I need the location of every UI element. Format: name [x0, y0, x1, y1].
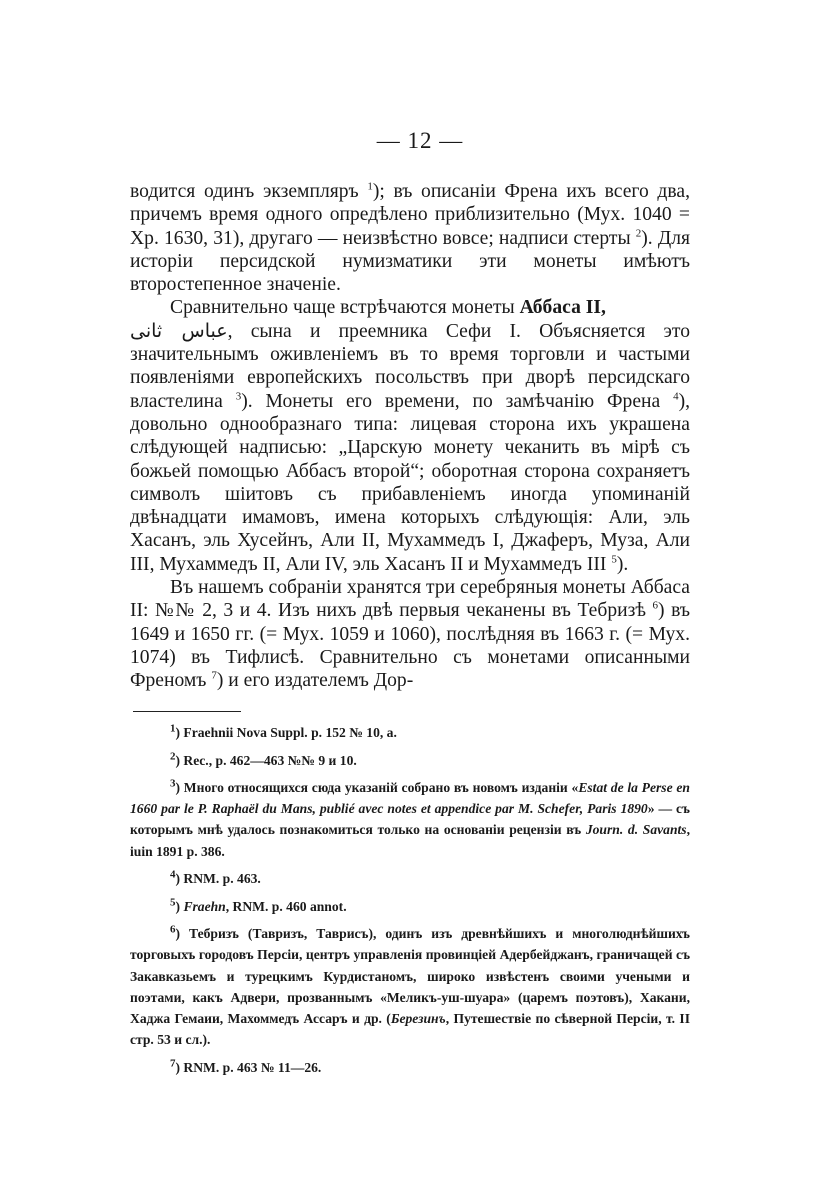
- footnote-ref: 1: [367, 180, 373, 193]
- paragraph-3: Въ нашемъ собраніи хранятся три серебряныя монеты Аббаса II: №№ 2, 3 и 4. Изъ нихъ двѣ первыя чеканены въ Тебризѣ $^6$) въ 1649 и 1650 гг. (= Мух. 1059 и 1060), послѣдняя въ 1663 г. (= Мух. 1074) въ Тифлисѣ. Сравнительно съ монетами описанными Френомъ $^7$) и его издателемъ Дор-: [130, 577, 690, 692]
- footnote-5: $^5$) Fraehn, RNM. p. 460 annot.: [170, 896, 347, 914]
- footnote-ref: 4: [673, 390, 679, 403]
- ruler-name: Аббаса II,: [519, 297, 606, 319]
- footnote-ref: 7: [211, 669, 217, 682]
- paragraph-2: Сравнительно чаще встрѣчаются монеты Аббаса II, عباس ثانی, сына и преемника Сефи I. Объясняется это значительнымъ оживленіемъ въ то время торговли и частыми появленіями европейскихъ посольствъ при дворѣ персидскаго властелина $^3$). Монеты его времени, по замѣчанію Френа $^4$), довольно однообразнаго типа: лицевая сторона ихъ украшена слѣдующей надписью: „Царскую монету чеканить въ мірѣ съ божьей помощью Аббасъ второй“; оборотная сторона сохраняетъ символъ шіитовъ съ прибавленіемъ иногда упоминаній двѣнадцати имамовъ, имена которыхъ слѣдующія: Али, эль Хасанъ, эль Хусейнъ, Али II, Мухаммедъ I, Джаферъ, Муза, Али III, Мухаммедъ II, Али IV, эль Хасанъ II и Мухаммедъ III $^5$).: [130, 297, 690, 575]
- footnote-divider: [133, 711, 241, 712]
- arabic-name: عباس ثانی: [130, 319, 228, 342]
- footnote-4: $^4$) RNM. p. 463.: [170, 868, 261, 887]
- footnotes: [130, 722, 690, 1084]
- footnote-7: $^7$) RNM. p. 463 № 11—26.: [170, 1057, 322, 1075]
- footnote-ref: 5: [611, 553, 617, 566]
- footnote-2: $^2$) Rec., p. 462—463 №№ 9 и 10.: [170, 749, 357, 768]
- page-number: — 12 —: [376, 128, 464, 153]
- footnote-ref: 3: [235, 390, 242, 403]
- footnote-3: $^3$) Много относящихся сюда указаній собрано въ новомъ изданіи «Estat de la Perse en 1660 par le P. Raphaël du Mans, publié avec notes et appendice par M. Schefer, Paris 1890» — съ которымъ мнѣ удалось познакомиться только на основаніи рецензіи въ Journ. d. Savants, iuin 1891 p. 386.: [130, 777, 690, 859]
- footnote-6: $^6$) Тебризъ (Тавризъ, Таврисъ), одинъ изъ древнѣйшихъ и многолюднѣйшихъ торговыхъ городовъ Персіи, центръ управленія провинціей Адербейджанъ, граничащей съ Закавказьемъ и турецкимъ Курдистаномъ, широко извѣстенъ своими учеными и поэтами, какъ Адвери, прозваннымъ «Меликъ-уш-шуара» (царемъ поэтовъ), Хакани, Хаджа Гемаии, Махоммедъ Ассаръ и др. (Березинъ, Путешествіе по сѣверной Персіи, т. II стр. 53 и сл.).: [130, 923, 691, 1048]
- footnote-ref: 6: [652, 599, 659, 612]
- main-text: [130, 180, 690, 693]
- footnote-ref: 2: [635, 227, 642, 240]
- paragraph-1: водится одинъ экземпляръ $^1$); въ описаніи Френа ихъ всего два, причемъ время одного опредѣлено приблизительно (Мух. 1040 = Хр. 1630, 31), другаго — неизвѣстно вовсе; надписи стерты $^2$). Для исторіи персидской нумизматики эти монеты имѣютъ второстепенное значеніе.: [130, 180, 690, 296]
- footnote-1: $^1$) Fraehnii Nova Suppl. p. 152 № 10, a.: [170, 722, 397, 740]
